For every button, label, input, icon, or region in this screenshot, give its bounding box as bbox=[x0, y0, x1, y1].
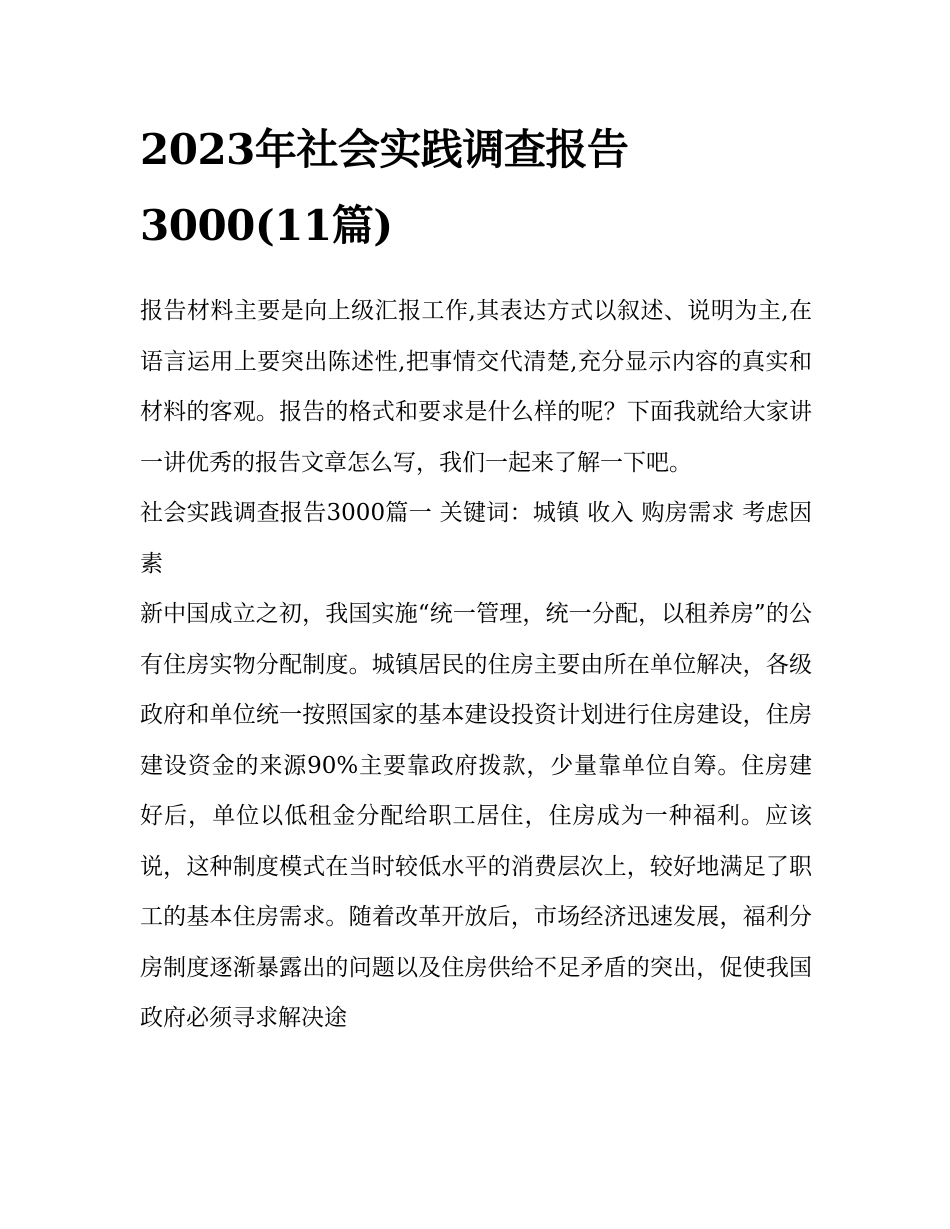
document-page bbox=[140, 112, 812, 1044]
section-heading: 社会实践调查报告3000篇一 关键词：城镇 收入 购房需求 考虑因素 bbox=[140, 500, 812, 577]
body-paragraph: 新中国成立之初，我国实施“统一管理，统一分配，以租养房”的公有住房实物分配制度。城镇居民的住房主要由所在单位解决，各级政府和单位统一按照国家的基本建设投资计划进行住房建设，住房建设资金的来源90%主要靠政府拨款，少量靠单位自筹。住房建好后，单位以低租金分配给职工居住，住房成为一种福利。应该说，这种制度模式在当时较低水平的消费层次上，较好地满足了职工的基本住房需求。随着改革开放后，市场经济迅速发展，福利分房制度逐渐暴露出的问题以及住房供给不足矛盾的突出，促使我国政府必须寻求解决途 bbox=[140, 601, 812, 1031]
intro-paragraph: 报告材料主要是向上级汇报工作,其表达方式以叙述、说明为主,在语言运用上要突出陈述性,把事情交代清楚,充分显示内容的真实和材料的客观。报告的格式和要求是什么样的呢？下面我就给大家讲一讲优秀的报告文章怎么写，我们一起来了解一下吧。 bbox=[140, 298, 812, 476]
document-title: 2023年社会实践调查报告3000(11篇) bbox=[140, 125, 629, 250]
